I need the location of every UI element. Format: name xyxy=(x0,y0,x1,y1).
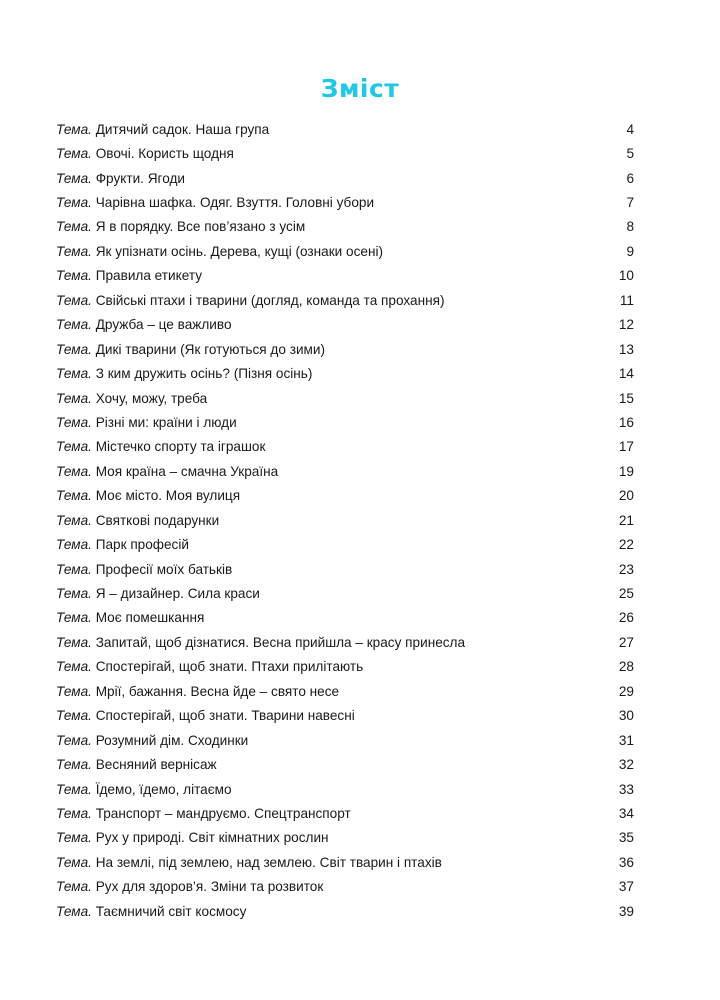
toc-page-number: 16 xyxy=(618,414,634,430)
toc-entry-prefix: Тема. xyxy=(56,170,92,186)
toc-entry-title xyxy=(56,122,269,137)
toc-page-number: 21 xyxy=(618,512,634,528)
toc-page-number: 12 xyxy=(618,317,634,333)
toc-page-number: 5 xyxy=(626,146,634,162)
toc-entry xyxy=(56,826,634,850)
toc-entry-title xyxy=(56,782,232,797)
toc-entry-prefix: Тема. xyxy=(56,854,92,870)
toc-entry-title xyxy=(56,757,217,772)
toc-entry-text: Дитячий садок. Наша група xyxy=(95,121,270,137)
toc-page-number: 26 xyxy=(618,610,634,626)
toc-page-number: 25 xyxy=(618,586,634,602)
toc-entry xyxy=(56,777,634,801)
toc-entry-text: Овочі. Користь щодня xyxy=(95,146,234,162)
toc-entry-prefix: Тема. xyxy=(56,463,92,479)
toc-entry-title xyxy=(56,244,383,259)
toc-entry-title xyxy=(56,806,351,821)
toc-entry-text: З ким дружить осінь? (Пізня осінь) xyxy=(95,366,313,382)
toc-entry-text: Святкові подарунки xyxy=(95,512,220,528)
toc-entry-prefix: Тема. xyxy=(56,903,92,919)
toc-entry-prefix: Тема. xyxy=(56,879,92,895)
toc-page-number: 15 xyxy=(618,390,634,406)
toc-page-number: 39 xyxy=(618,903,634,919)
toc-entry-title xyxy=(56,610,204,625)
page-title: Зміст xyxy=(320,74,400,103)
toc-page-number: 20 xyxy=(618,488,634,504)
toc-entry xyxy=(56,410,634,434)
toc-entry-prefix: Тема. xyxy=(56,488,92,504)
toc-entry-prefix: Тема. xyxy=(56,146,92,162)
toc-page-number: 22 xyxy=(618,537,634,553)
toc-page-number: 9 xyxy=(626,243,634,259)
toc-entry-title xyxy=(56,366,312,381)
toc-entry-prefix: Тема. xyxy=(56,610,92,626)
toc-entry-text: Мрії, бажання. Весна йде – свято несе xyxy=(95,683,340,699)
toc-entry xyxy=(56,117,634,141)
toc-entry-text: Як упізнати осінь. Дерева, кущі (ознаки осені) xyxy=(95,243,384,259)
toc-entry xyxy=(56,459,634,483)
toc-page-number: 17 xyxy=(618,439,634,455)
toc-entry-text: Дикі тварини (Як готуються до зими) xyxy=(95,341,325,357)
toc-entry-prefix: Тема. xyxy=(56,390,92,406)
toc-entry-title xyxy=(56,268,202,283)
toc-entry-title xyxy=(56,342,325,357)
toc-entry-title xyxy=(56,439,265,454)
toc-entry xyxy=(56,704,634,728)
toc-entry-title xyxy=(56,464,278,479)
toc-entry xyxy=(56,239,634,263)
toc-entry-prefix: Тема. xyxy=(56,781,92,797)
toc-entry-text: Хочу, можу, треба xyxy=(95,390,208,406)
toc-page-number: 13 xyxy=(618,341,634,357)
toc-entry-title xyxy=(56,904,246,919)
toc-entry-prefix: Тема. xyxy=(56,243,92,259)
toc-entry-prefix: Тема. xyxy=(56,195,92,211)
toc-entry-prefix: Тема. xyxy=(56,268,92,284)
toc-entry xyxy=(56,532,634,556)
toc-entry-title xyxy=(56,391,207,406)
toc-entry-text: Я – дизайнер. Сила краси xyxy=(95,586,260,602)
toc-entry-text: Рух у природі. Світ кімнатних рослин xyxy=(95,830,329,846)
toc-page-number: 6 xyxy=(626,170,634,186)
toc-entry-text: Чарівна шафка. Одяг. Взуття. Головні убори xyxy=(95,195,375,211)
toc-entry xyxy=(56,288,634,312)
toc-entry-prefix: Тема. xyxy=(56,586,92,602)
toc-page-number: 19 xyxy=(618,463,634,479)
toc-entry xyxy=(56,557,634,581)
toc-entry-prefix: Тема. xyxy=(56,341,92,357)
toc-page-number: 28 xyxy=(618,659,634,675)
toc-page-number: 37 xyxy=(618,879,634,895)
toc-entry xyxy=(56,141,634,165)
toc-entry-title xyxy=(56,219,305,234)
toc-entry-prefix: Тема. xyxy=(56,121,92,137)
toc-entry-title xyxy=(56,488,240,503)
toc-entry-title xyxy=(56,513,219,528)
toc-page-number: 27 xyxy=(618,634,634,650)
toc-page-number: 8 xyxy=(626,219,634,235)
toc-entry xyxy=(56,581,634,605)
toc-entry xyxy=(56,728,634,752)
toc-entry xyxy=(56,801,634,825)
toc-entry xyxy=(56,313,634,337)
toc-entry-text: Різні ми: країни і люди xyxy=(95,414,237,430)
toc-entry-title xyxy=(56,659,363,674)
toc-entry-title xyxy=(56,146,234,161)
toc-entry-title xyxy=(56,635,465,650)
toc-entry-prefix: Тема. xyxy=(56,219,92,235)
toc-entry-text: Їдемо, їдемо, літаємо xyxy=(95,781,232,797)
toc-entry xyxy=(56,386,634,410)
toc-entry-title xyxy=(56,830,329,845)
toc-entry xyxy=(56,679,634,703)
toc-entry-text: Містечко спорту та іграшок xyxy=(95,439,266,455)
toc-entry-prefix: Тема. xyxy=(56,757,92,773)
toc-entry xyxy=(56,190,634,214)
toc-entry-prefix: Тема. xyxy=(56,414,92,430)
toc-entry-prefix: Тема. xyxy=(56,292,92,308)
toc-entry-prefix: Тема. xyxy=(56,683,92,699)
toc-entry-text: Спостерігай, щоб знати. Птахи прилітають xyxy=(95,659,364,675)
toc-entry-text: Моє місто. Моя вулиця xyxy=(95,488,241,504)
toc-page-number: 29 xyxy=(618,683,634,699)
toc-page-number: 34 xyxy=(618,805,634,821)
toc-entry-text: Правила етикету xyxy=(95,268,202,284)
toc-page-number: 7 xyxy=(626,195,634,211)
toc-entry-text: На землі, під землею, над землею. Світ тварин і птахів xyxy=(95,854,442,870)
toc-entry-prefix: Тема. xyxy=(56,708,92,724)
toc-entry-text: Свійські птахи і тварини (догляд, команда та прохання) xyxy=(95,292,445,308)
toc-entry xyxy=(56,435,634,459)
toc-page-number: 11 xyxy=(619,292,634,308)
toc-entry xyxy=(56,264,634,288)
toc-entry xyxy=(56,850,634,874)
toc-entry-text: Таємничий світ космосу xyxy=(95,903,247,919)
toc-entry-text: Моє помешкання xyxy=(95,610,205,626)
toc-page-number: 33 xyxy=(618,781,634,797)
toc-entry-text: Я в порядку. Все пов’язано з усім xyxy=(95,219,306,235)
toc-page-number: 31 xyxy=(618,732,634,748)
toc-entry xyxy=(56,655,634,679)
toc-entry-title xyxy=(56,293,444,308)
toc-entry xyxy=(56,630,634,654)
toc-page-number: 32 xyxy=(618,757,634,773)
toc-entry-prefix: Тема. xyxy=(56,439,92,455)
toc-page-number: 10 xyxy=(618,268,634,284)
toc-entry-text: Весняний вернісаж xyxy=(95,757,217,773)
toc-entry-prefix: Тема. xyxy=(56,366,92,382)
toc-entry-title xyxy=(56,537,189,552)
toc-entry-text: Моя країна – смачна Україна xyxy=(95,463,279,479)
toc-entry-title xyxy=(56,317,232,332)
toc-entry-text: Розумний дім. Сходинки xyxy=(95,732,249,748)
toc-page-number: 36 xyxy=(618,854,634,870)
toc-entry xyxy=(56,606,634,630)
toc-entry-text: Запитай, щоб дізнатися. Весна прийшла – красу принесла xyxy=(95,634,466,650)
toc-entry-prefix: Тема. xyxy=(56,805,92,821)
toc-entry xyxy=(56,752,634,776)
toc-entry-title xyxy=(56,684,339,699)
toc-entry-prefix: Тема. xyxy=(56,317,92,333)
toc-entry xyxy=(56,875,634,899)
toc-page-number: 14 xyxy=(618,366,634,382)
toc-entry-prefix: Тема. xyxy=(56,537,92,553)
toc-entry xyxy=(56,484,634,508)
toc-entry-text: Дружба – це важливо xyxy=(95,317,232,333)
toc-page-number: 4 xyxy=(626,121,634,137)
toc-entry-title xyxy=(56,879,323,894)
toc-entry xyxy=(56,899,634,923)
toc-page-number: 30 xyxy=(618,708,634,724)
toc-entry-prefix: Тема. xyxy=(56,732,92,748)
toc-entry-text: Професії моїх батьків xyxy=(95,561,233,577)
toc-entry-prefix: Тема. xyxy=(56,830,92,846)
toc-entry-title xyxy=(56,171,185,186)
toc-page-number: 23 xyxy=(618,561,634,577)
toc-entry-prefix: Тема. xyxy=(56,561,92,577)
toc-entry-text: Рух для здоров’я. Зміни та розвиток xyxy=(95,879,324,895)
toc-entry xyxy=(56,361,634,385)
toc-entry-title xyxy=(56,733,248,748)
toc-page-number: 35 xyxy=(618,830,634,846)
toc-entry-title xyxy=(56,195,374,210)
toc-entry-title xyxy=(56,562,232,577)
toc-entry-title xyxy=(56,415,237,430)
toc-entry-prefix: Тема. xyxy=(56,659,92,675)
toc-entry-text: Парк професій xyxy=(95,537,189,553)
toc-entry-prefix: Тема. xyxy=(56,512,92,528)
toc-entry xyxy=(56,337,634,361)
toc-entry-title xyxy=(56,586,260,601)
table-of-contents xyxy=(56,117,634,923)
toc-entry xyxy=(56,166,634,190)
toc-entry-title xyxy=(56,855,442,870)
toc-entry xyxy=(56,508,634,532)
toc-entry-title xyxy=(56,708,355,723)
toc-entry-text: Спостерігай, щоб знати. Тварини навесні xyxy=(95,708,355,724)
toc-entry-text: Фрукти. Ягоди xyxy=(95,170,185,186)
toc-entry-prefix: Тема. xyxy=(56,634,92,650)
toc-entry-text: Транспорт – мандруємо. Спецтранспорт xyxy=(95,805,351,821)
toc-entry xyxy=(56,215,634,239)
